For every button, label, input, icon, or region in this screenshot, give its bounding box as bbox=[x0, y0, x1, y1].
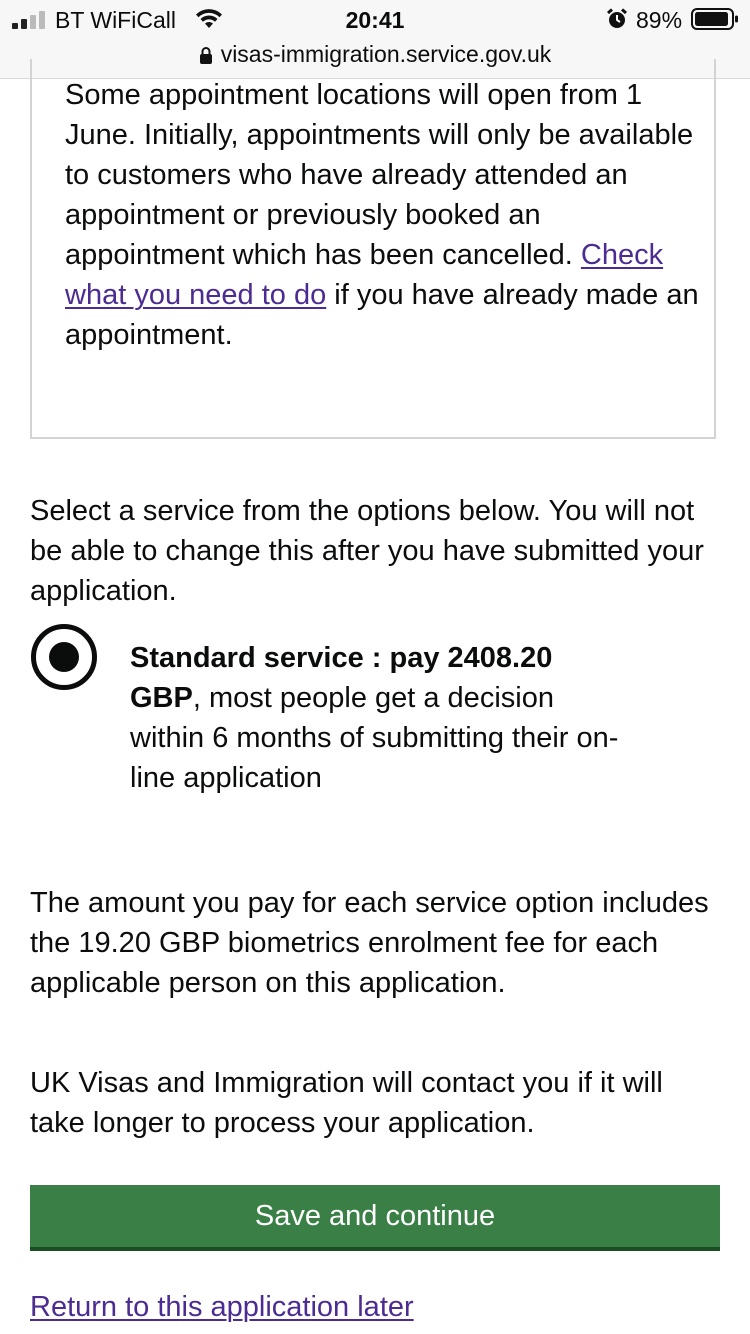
radio-selected-dot bbox=[49, 642, 79, 672]
status-time: 20:41 bbox=[345, 7, 405, 33]
notice-text bbox=[65, 75, 700, 355]
alarm-icon bbox=[606, 8, 628, 30]
check-what-you-need-link[interactable]: Check what you need to do bbox=[65, 239, 664, 311]
biometrics-fee-note: The amount you pay for each service option includes the 19.20 GBP biometrics enrolment fee for each applicable person on this application. bbox=[30, 887, 709, 999]
standard-service-radio[interactable] bbox=[31, 624, 97, 690]
status-bar bbox=[0, 0, 750, 40]
save-and-continue-button[interactable]: Save and continue bbox=[30, 1185, 720, 1247]
contact-note: UK Visas and Immigration will contact you if it will take longer to process your application. bbox=[30, 1067, 663, 1139]
notice-text-end: if you have already made an appointment. bbox=[65, 279, 699, 351]
select-service-intro: Select a service from the options below. You will not be able to change this after you have submitted your application. bbox=[30, 495, 704, 607]
battery-icon bbox=[691, 8, 739, 30]
battery-percent: 89% bbox=[636, 7, 683, 33]
notice-text-start: Some appointment locations will open from 1 June. Initially, appointments will only be available to customers who have already attended an appointment or previously booked an appointment which has been cancelled. bbox=[65, 79, 694, 271]
standard-service-option[interactable] bbox=[30, 623, 720, 803]
url-text: visas-immigration.service.gov.uk bbox=[220, 41, 552, 67]
carrier-name: BT WiFiCall bbox=[55, 7, 176, 33]
appointment-notice bbox=[30, 59, 716, 439]
standard-service-description: , most people get a decision within 6 months of submitting their on-line application bbox=[130, 682, 619, 794]
standard-service-price: Standard service : pay 2408.20 GBP bbox=[130, 642, 553, 714]
return-later-link[interactable]: Return to this application later bbox=[30, 1291, 414, 1323]
standard-service-label[interactable] bbox=[130, 638, 630, 798]
